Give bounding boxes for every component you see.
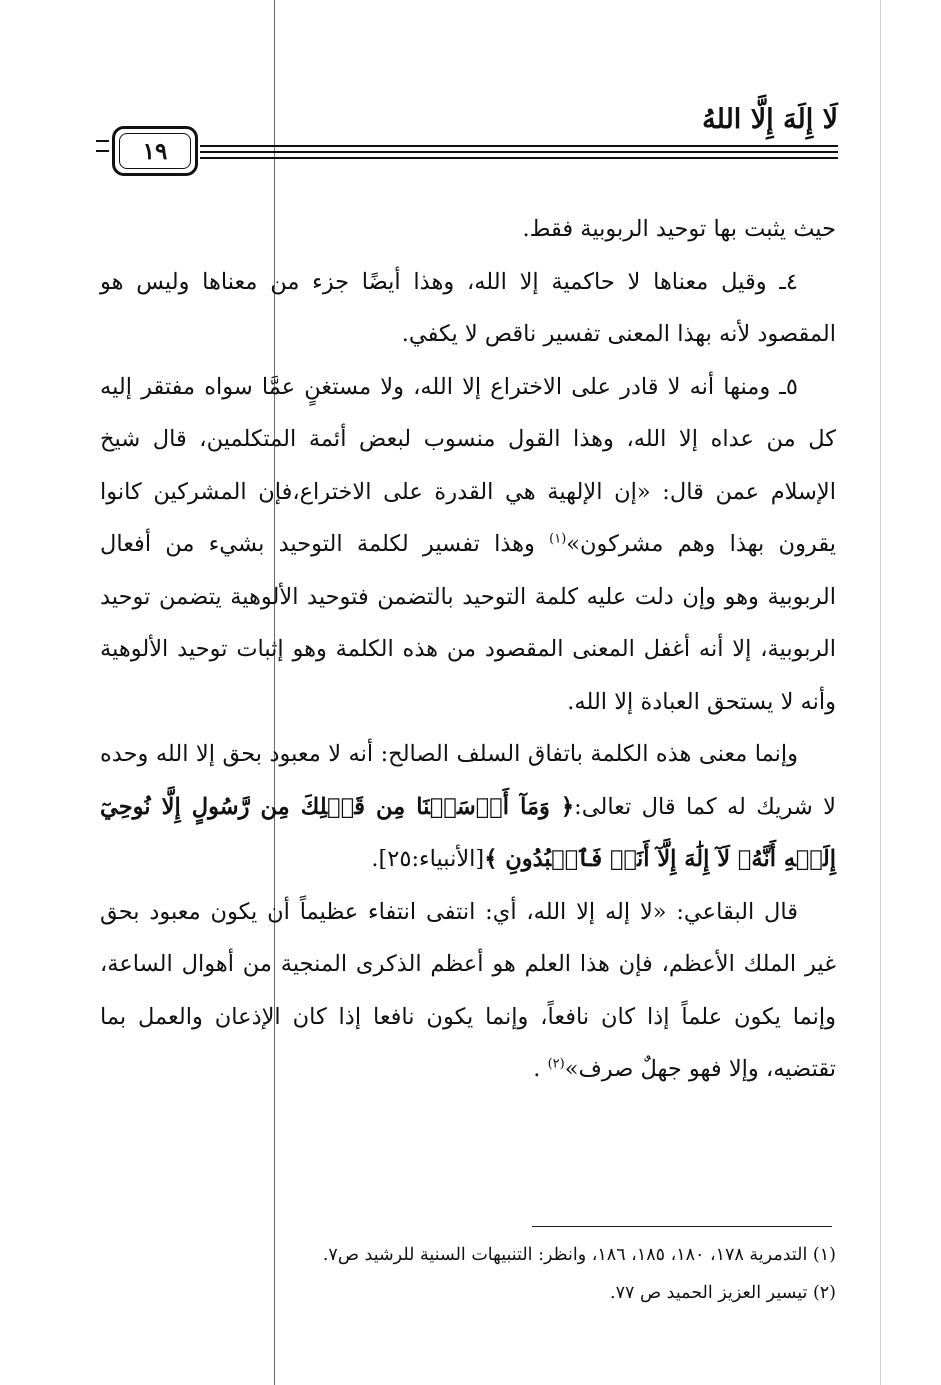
paragraph-4 (100, 728, 836, 886)
page-number-frame (112, 126, 198, 176)
paragraph-4-text: وإنما معنى هذه الكلمة باتفاق السلف الصالح: أنه لا معبود بحق إلا الله وحده لا شريك له كما قال تعالى: (100, 741, 837, 820)
footnote-separator (532, 1226, 832, 1227)
header-rule (200, 157, 838, 159)
paragraph-3-text: ٥ـ ومنها أنه لا قادر على الاختراع إلا الله، ولا مستغنٍ عمَّا سواه مفتقر إليه كل من عداه إلا الله، وهذا القول منسوب لبعض أئمة المتكلمين، قال شيخ الإسلام عمن قال: «إن الإلهية هي القدرة على الاختراع،فإن المشركين كانوا يقرون بهذا وهم مشركون» (100, 373, 836, 557)
paragraph-5 (100, 886, 836, 1096)
footnote-ref-2: (٢) (547, 1056, 565, 1072)
quran-citation: [الأنبياء:٢٥]. (371, 846, 485, 872)
body-text (100, 203, 836, 1096)
header-rule (200, 145, 838, 147)
footnote-2: (٢) تيسير العزيز الحميد ص ٧٧. (609, 1283, 836, 1303)
running-title: لَا إِلَهَ إِلَّا اللهُ (702, 104, 838, 135)
quran-verse: ﴿ وَمَآ أَرۡسَلۡنَا مِن قَبۡلِكَ مِن رَّسُولٍ إِلَّا نُوحِيٓ إِلَيۡهِ أَنَّهُۥ لَآ إِلَٰهَ إِلَّآ أَنَا۠ فَٱعۡبُدُونِ ﴾ (100, 793, 836, 872)
footnotes (240, 1236, 836, 1312)
header-rule-end (96, 140, 109, 152)
paragraph-2: ٤ـ وقيل معناها لا حاكمية إلا الله، وهذا أيضًا جزء من معناها وليس هو المقصود لأنه بهذا المعنى تفسير ناقص لا يكفي. (100, 268, 836, 347)
page-header (96, 96, 838, 186)
header-rule (200, 151, 838, 153)
paragraph-5-end: . (533, 1056, 548, 1082)
paragraph-3 (100, 361, 836, 729)
paragraph-1: حيث يثبت بها توحيد الربوبية فقط. (522, 216, 836, 242)
scan-edge-line (880, 0, 881, 1385)
footnote-1: (١) التدمرية ١٧٨، ١٨٠، ١٨٥، ١٨٦، وانظر: التنبيهات السنية للرشيد ص٧. (322, 1245, 836, 1265)
paragraph-5-text: قال البقاعي: «لا إله إلا الله، أي: انتفى انتفاء عظيماً أن يكون معبود بحق غير الملك الأعظم، فإن هذا العلم هو أعظم الذكرى المنجية من أهوال الساعة، وإنما يكون علماً إذا كان نافعاً، وإنما يكون نافعا إذا كان الإذعان والعمل بما تقتضيه، وإلا فهو جهلٌ صرف» (100, 898, 836, 1082)
paragraph-3-continuation: وهذا تفسير لكلمة التوحيد بشيء من أفعال الربوبية وهو وإن دلت عليه كلمة التوحيد بالتضمن فتوحيد الألوهية يتضمن توحيد الربوبية، إلا أنه أغفل المعنى المقصود من هذه الكلمة وهو إثبات توحيد الألوهية وأنه لا يستحق العبادة إلا الله. (100, 531, 836, 715)
footnote-ref-1: (١) (549, 531, 567, 547)
page-number: ١٩ (142, 138, 168, 165)
